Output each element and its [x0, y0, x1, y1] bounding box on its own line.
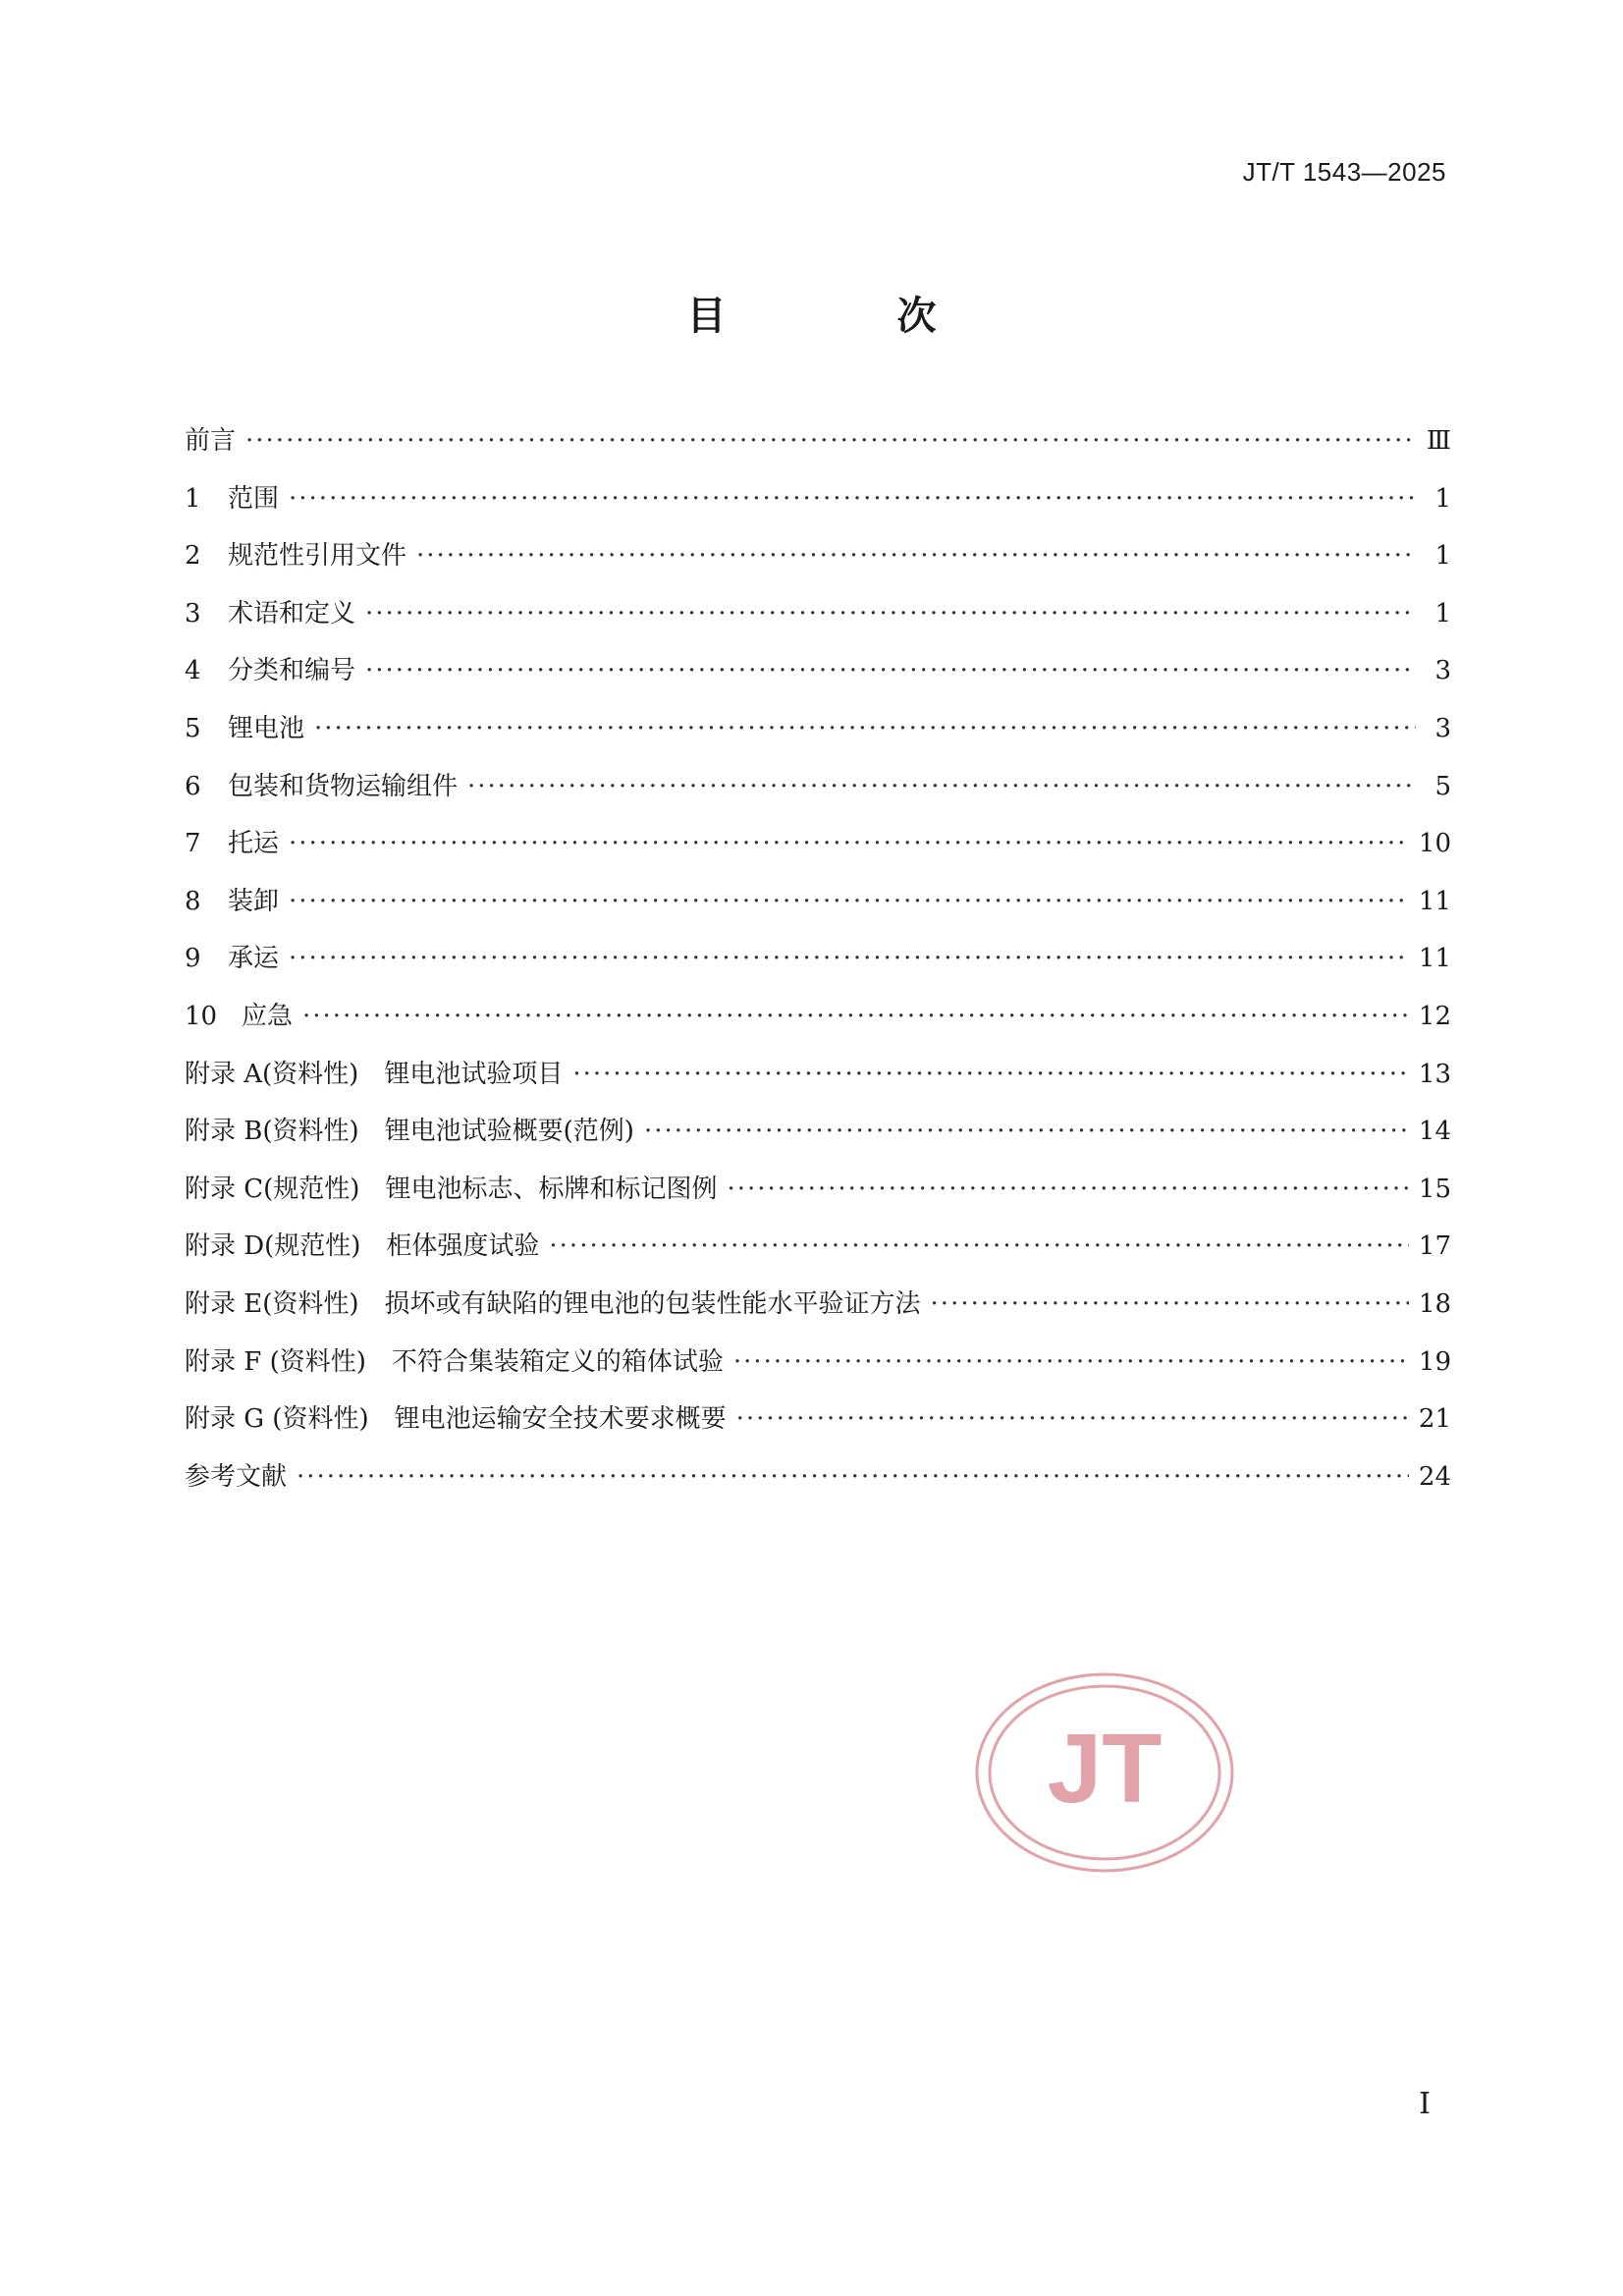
toc-entry-label: 前言	[185, 426, 237, 456]
toc-entry-label: 术语和定义	[228, 598, 356, 629]
toc-entry-page: 18	[1418, 1288, 1451, 1319]
toc-entry-number: 10	[185, 1001, 218, 1031]
toc-leader-dots	[314, 714, 1416, 743]
toc-leader-dots	[733, 1347, 1409, 1377]
toc-entry-4[interactable]	[185, 650, 1451, 708]
toc-leader-dots	[245, 426, 1416, 456]
toc-entry-page: 14	[1418, 1117, 1451, 1147]
toc-entry-label: 装卸	[228, 886, 280, 916]
toc-leader-dots	[549, 1231, 1409, 1261]
toc-entry-appendix-g[interactable]	[185, 1398, 1451, 1456]
toc-entry-label: 附录 G (资料性) 锂电池运输安全技术要求概要	[185, 1404, 727, 1435]
toc-entry-number: 2	[185, 541, 201, 572]
toc-entry-1[interactable]	[185, 478, 1451, 536]
toc-entry-page: 21	[1418, 1404, 1451, 1435]
toc-entry-label: 托运	[228, 829, 280, 859]
toc-entry-number: 8	[185, 886, 201, 916]
toc-entry-label: 应急	[242, 1001, 294, 1031]
toc-leader-dots	[289, 829, 1409, 858]
toc-leader-dots	[644, 1117, 1409, 1146]
toc-entry-label: 附录 B(资料性) 锂电池试验概要(范例)	[185, 1117, 634, 1147]
toc-entry-page: 19	[1418, 1346, 1451, 1377]
toc-entry-label: 分类和编号	[228, 656, 356, 686]
toc-entry-page: 5	[1434, 771, 1451, 801]
standard-code: JT/T 1543—2025	[1242, 157, 1446, 187]
toc-leader-dots	[289, 484, 1416, 514]
seal-lettering: JT	[1047, 1714, 1163, 1824]
toc-entry-5[interactable]	[185, 708, 1451, 766]
toc-entry-page: 12	[1418, 1001, 1451, 1031]
toc-entry-label: 参考文献	[185, 1461, 288, 1492]
toc-entry-8[interactable]	[185, 881, 1451, 939]
toc-entry-number: 9	[185, 944, 201, 974]
toc-leader-dots	[736, 1404, 1409, 1434]
toc-leader-dots	[302, 1002, 1409, 1031]
toc-leader-dots	[289, 944, 1409, 973]
toc-entry-page: 1	[1434, 541, 1451, 572]
toc-entry-9[interactable]	[185, 938, 1451, 996]
toc-entry-page: 1	[1434, 483, 1451, 514]
toc-entry-number: 6	[185, 771, 201, 801]
toc-entry-appendix-d[interactable]	[185, 1226, 1451, 1284]
toc-entry-number: 4	[185, 656, 201, 686]
toc-entry-label: 附录 F (资料性) 不符合集装箱定义的箱体试验	[185, 1346, 724, 1377]
toc-entry-label: 规范性引用文件	[228, 541, 407, 572]
table-of-contents	[185, 420, 1451, 1513]
toc-leader-dots	[416, 541, 1416, 571]
toc-leader-dots	[572, 1060, 1409, 1089]
toc-entry-10[interactable]	[185, 996, 1451, 1054]
toc-entry-2[interactable]	[185, 535, 1451, 593]
toc-entry-page: 11	[1418, 944, 1451, 974]
toc-leader-dots	[467, 772, 1416, 801]
toc-entry-page: Ⅲ	[1426, 426, 1451, 456]
jt-seal-watermark-icon	[972, 1669, 1237, 1876]
toc-entry-number: 5	[185, 713, 201, 743]
toc-entry-appendix-e[interactable]	[185, 1284, 1451, 1341]
toc-entry-label: 承运	[228, 944, 280, 974]
toc-entry-label: 锂电池	[228, 713, 305, 743]
page-number: I	[1419, 2087, 1431, 2121]
toc-entry-label: 范围	[228, 483, 280, 514]
toc-entry-3[interactable]	[185, 593, 1451, 651]
toc-entry-page: 24	[1418, 1461, 1451, 1492]
toc-entry-page: 15	[1418, 1174, 1451, 1204]
toc-entry-bibliography[interactable]	[185, 1456, 1451, 1514]
toc-entry-page: 1	[1434, 598, 1451, 629]
toc-entry-appendix-a[interactable]	[185, 1054, 1451, 1112]
toc-leader-dots	[365, 599, 1416, 629]
toc-entry-number: 1	[185, 483, 201, 514]
toc-entry-label: 附录 C(规范性) 锂电池标志、标牌和标记图例	[185, 1174, 718, 1204]
toc-entry-number: 3	[185, 598, 201, 629]
toc-leader-dots	[365, 656, 1416, 685]
toc-entry-label: 附录 D(规范性) 柜体强度试验	[185, 1231, 540, 1262]
toc-entry-appendix-c[interactable]	[185, 1169, 1451, 1227]
page-title: 目 次	[686, 294, 1015, 339]
toc-entry-label: 附录 A(资料性) 锂电池试验项目	[185, 1059, 564, 1089]
toc-entry-page: 3	[1434, 713, 1451, 743]
toc-leader-dots	[289, 887, 1409, 916]
toc-entry-appendix-f[interactable]	[185, 1341, 1451, 1399]
toc-entry-page: 11	[1418, 886, 1451, 916]
toc-entry-6[interactable]	[185, 766, 1451, 824]
toc-entry-page: 10	[1418, 829, 1451, 859]
toc-entry-page: 3	[1434, 656, 1451, 686]
toc-entry-label: 附录 E(资料性) 损坏或有缺陷的锂电池的包装性能水平验证方法	[185, 1288, 921, 1319]
toc-leader-dots	[931, 1289, 1409, 1319]
toc-entry-7[interactable]	[185, 823, 1451, 881]
toc-entry-page: 17	[1418, 1231, 1451, 1262]
toc-entry-foreword[interactable]	[185, 420, 1451, 478]
toc-leader-dots	[297, 1462, 1409, 1492]
toc-entry-page: 13	[1418, 1059, 1451, 1089]
toc-entry-appendix-b[interactable]	[185, 1111, 1451, 1169]
toc-entry-number: 7	[185, 829, 201, 859]
toc-leader-dots	[727, 1175, 1408, 1204]
toc-entry-label: 包装和货物运输组件	[228, 771, 459, 801]
